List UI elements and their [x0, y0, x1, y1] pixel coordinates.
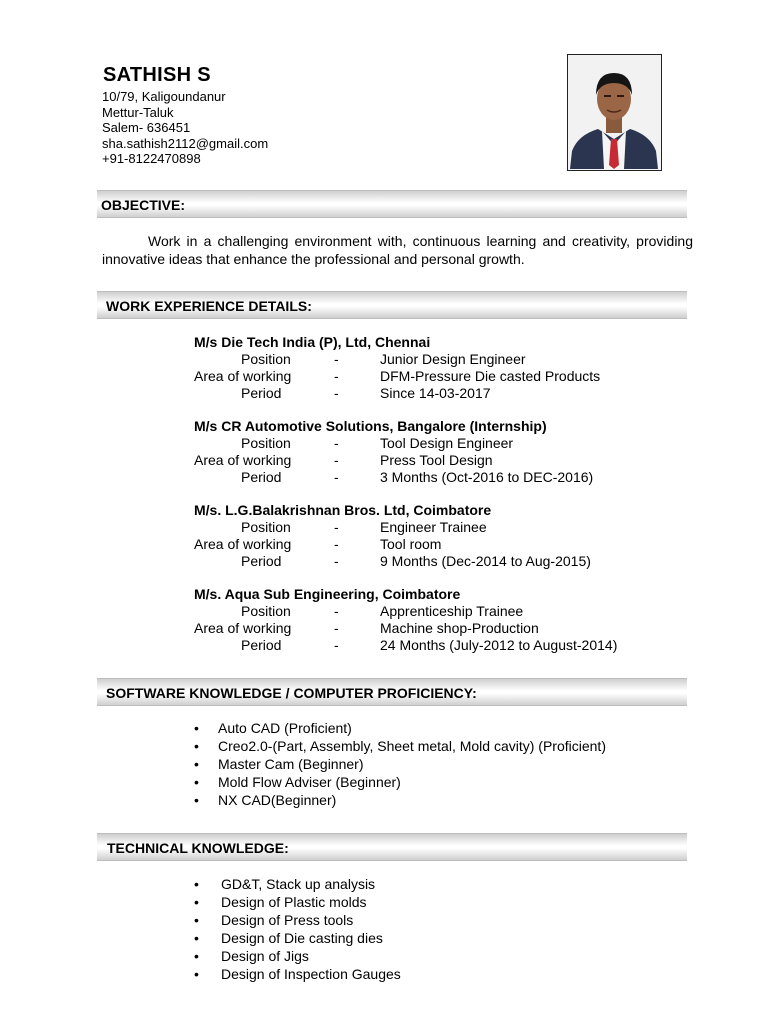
- area-value: Press Tool Design: [380, 452, 493, 468]
- area-label: Area of working: [194, 536, 292, 552]
- area-value: Tool room: [380, 536, 442, 552]
- position-value: Engineer Trainee: [380, 519, 487, 535]
- bullet-icon: •: [194, 738, 199, 754]
- bullet-icon: •: [194, 720, 199, 736]
- portrait-image: [568, 55, 660, 169]
- software-heading: SOFTWARE KNOWLEDGE / COMPUTER PROFICIENCY:: [106, 685, 477, 701]
- candidate-name: SATHISH S: [103, 64, 211, 86]
- list-item: [194, 911, 401, 929]
- software-list: [194, 719, 606, 809]
- list-item: [194, 947, 401, 965]
- area-label: Area of working: [194, 620, 292, 636]
- dash: -: [334, 620, 339, 636]
- objective-section-bar: [97, 190, 687, 218]
- work-experience-section-bar: [97, 291, 687, 319]
- position-label: Position: [241, 519, 291, 535]
- list-item-text: Master Cam (Beginner): [218, 756, 364, 772]
- bullet-icon: •: [194, 966, 199, 982]
- bullet-icon: •: [194, 756, 199, 772]
- list-item: [194, 875, 401, 893]
- phone-number: +91-8122470898: [102, 151, 201, 166]
- dash: -: [334, 519, 339, 535]
- dash: -: [334, 637, 339, 653]
- position-label: Position: [241, 435, 291, 451]
- bullet-icon: •: [194, 792, 199, 808]
- address-line-3: Salem- 636451: [102, 120, 191, 135]
- period-label: Period: [241, 469, 282, 485]
- list-item-text: Auto CAD (Proficient): [218, 720, 352, 736]
- list-item-text: Design of Jigs: [221, 948, 309, 964]
- dash: -: [334, 553, 339, 569]
- period-value: 9 Months (Dec-2014 to Aug-2015): [380, 553, 591, 569]
- list-item-text: Design of Inspection Gauges: [221, 966, 401, 982]
- job-company: M/s. Aqua Sub Engineering, Coimbatore: [194, 586, 461, 602]
- dash: -: [334, 351, 339, 367]
- bullet-icon: •: [194, 774, 199, 790]
- list-item: [194, 893, 401, 911]
- software-section-bar: [97, 678, 687, 706]
- email-address: sha.sathish2112@gmail.com: [102, 135, 269, 151]
- list-item-text: Creo2.0-(Part, Assembly, Sheet metal, Mold cavity) (Proficient): [218, 738, 606, 754]
- list-item-text: GD&T, Stack up analysis: [221, 876, 376, 892]
- dash: -: [334, 452, 339, 468]
- dash: -: [334, 435, 339, 451]
- dash: -: [334, 536, 339, 552]
- technical-section-bar: [97, 833, 687, 861]
- job-company: M/s CR Automotive Solutions, Bangalore (Internship): [194, 418, 547, 434]
- dash: -: [334, 385, 339, 401]
- job-company: M/s Die Tech India (P), Ltd, Chennai: [194, 334, 431, 350]
- list-item: [194, 929, 401, 947]
- dash: -: [334, 368, 339, 384]
- list-item: [194, 791, 606, 809]
- list-item: [194, 737, 606, 755]
- list-item-text: Design of Die casting dies: [221, 930, 383, 946]
- profile-photo: [567, 54, 662, 171]
- objective-heading: OBJECTIVE:: [101, 197, 186, 213]
- period-label: Period: [241, 385, 282, 401]
- bullet-icon: •: [194, 948, 199, 964]
- position-value: Apprenticeship Trainee: [380, 603, 524, 619]
- bullet-icon: •: [194, 930, 199, 946]
- dash: -: [334, 603, 339, 619]
- work-experience-heading: WORK EXPERIENCE DETAILS:: [106, 298, 312, 314]
- area-value: Machine shop-Production: [380, 620, 539, 636]
- position-value: Tool Design Engineer: [380, 435, 514, 451]
- technical-list: [194, 875, 401, 983]
- list-item: [194, 965, 401, 983]
- bullet-icon: •: [194, 876, 199, 892]
- position-label: Position: [241, 603, 291, 619]
- bullet-icon: •: [194, 912, 199, 928]
- list-item: [194, 719, 606, 737]
- objective-text: Work in a challenging environment with, continuous learning and creativity, providing innovative ideas that enhance the professional and personal growth.: [102, 233, 693, 267]
- period-value: 3 Months (Oct-2016 to DEC-2016): [380, 469, 594, 485]
- list-item-text: Design of Plastic molds: [221, 894, 367, 910]
- list-item-text: Design of Press tools: [221, 912, 354, 928]
- contact-block: [102, 89, 268, 167]
- period-value: Since 14-03-2017: [380, 385, 491, 401]
- list-item-text: Mold Flow Adviser (Beginner): [218, 774, 401, 790]
- area-label: Area of working: [194, 368, 292, 384]
- area-label: Area of working: [194, 452, 292, 468]
- technical-heading: TECHNICAL KNOWLEDGE:: [107, 840, 289, 856]
- list-item: [194, 773, 606, 791]
- job-company: M/s. L.G.Balakrishnan Bros. Ltd, Coimbatore: [194, 502, 492, 518]
- dash: -: [334, 469, 339, 485]
- address-line-2: Mettur-Taluk: [102, 104, 174, 120]
- address-line-1: 10/79, Kaligoundanur: [102, 89, 226, 104]
- list-item: [194, 755, 606, 773]
- list-item-text: NX CAD(Beginner): [218, 792, 337, 808]
- period-label: Period: [241, 637, 282, 653]
- area-value: DFM-Pressure Die casted Products: [380, 368, 601, 384]
- period-label: Period: [241, 553, 282, 569]
- position-label: Position: [241, 351, 291, 367]
- position-value: Junior Design Engineer: [380, 351, 526, 367]
- period-value: 24 Months (July-2012 to August-2014): [380, 637, 618, 653]
- bullet-icon: •: [194, 894, 199, 910]
